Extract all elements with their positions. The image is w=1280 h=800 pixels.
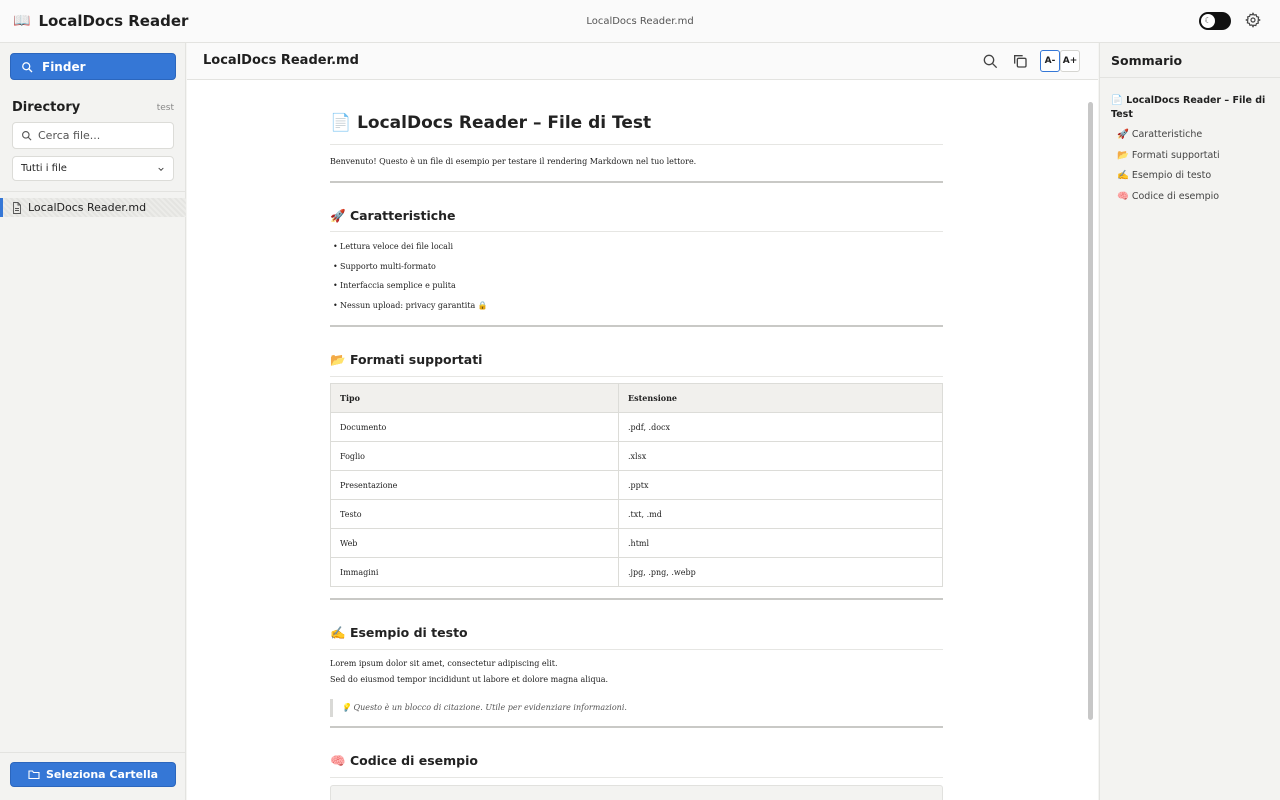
table-header-row <box>331 384 943 413</box>
doc-heading-1 <box>330 113 943 133</box>
heading-formats-text: Formati supportati <box>349 352 483 367</box>
table-header: Tipo <box>331 384 619 413</box>
list-item: • Nessun upload: privacy garantita 🔒 <box>340 301 488 310</box>
heading-code-example-text: Codice di esempio <box>349 753 478 768</box>
toc-item[interactable]: ✍️ Esempio di testo <box>1117 170 1212 181</box>
select-folder-label: Seleziona Cartella <box>45 768 159 781</box>
formats-table <box>330 383 943 587</box>
font-increase-button[interactable]: A+ <box>1060 50 1080 72</box>
heading-formats <box>330 352 482 368</box>
toc-title: Sommario <box>1111 53 1183 68</box>
sidebar-divider <box>0 752 186 753</box>
table-cell: Foglio <box>331 442 619 471</box>
heading-underline <box>330 231 943 232</box>
chevron-down-icon <box>157 165 165 173</box>
heading-text-example <box>330 625 468 641</box>
table-cell: .html <box>619 529 943 558</box>
rocket-icon: 🚀 <box>330 208 346 223</box>
heading-underline <box>330 777 943 778</box>
toc-divider <box>1100 77 1280 78</box>
intro-paragraph: Benvenuto! Questo è un file di esempio per testare il rendering Markdown nel tuo lettore. <box>330 157 697 166</box>
scrollbar-thumb[interactable] <box>1088 102 1093 720</box>
table-cell: .pdf, .docx <box>619 413 943 442</box>
table-cell: Presentazione <box>331 471 619 500</box>
file-list-item[interactable] <box>0 198 186 217</box>
toc-item[interactable]: 🚀 Caratteristiche <box>1117 129 1203 140</box>
finder-button[interactable] <box>10 53 176 80</box>
document-view <box>187 80 1098 800</box>
heading-underline <box>330 144 943 145</box>
finder-label: Finder <box>42 59 86 74</box>
app-title-label: LocalDocs Reader <box>38 12 189 30</box>
directory-header <box>12 100 174 115</box>
list-item: • Supporto multi-formato <box>340 262 436 271</box>
table-cell: .pptx <box>619 471 943 500</box>
blockquote: 💡 Questo è un blocco di citazione. Utile per evidenziare informazioni. <box>330 699 943 717</box>
file-icon <box>12 202 22 214</box>
heading-text-example-text: Esempio di testo <box>349 625 468 640</box>
horizontal-rule <box>330 181 943 183</box>
list-item: • Interfaccia semplice e pulita <box>340 281 456 290</box>
code-block <box>330 785 943 800</box>
search-icon[interactable] <box>982 53 998 69</box>
table-row <box>331 558 943 587</box>
brain-icon: 🧠 <box>330 753 346 768</box>
search-icon <box>21 130 32 141</box>
table-cell: Testo <box>331 500 619 529</box>
table-cell: Immagini <box>331 558 619 587</box>
file-search-input[interactable] <box>12 122 174 149</box>
heading-features <box>330 208 456 224</box>
folder-icon <box>28 769 40 780</box>
file-name: LocalDocs Reader.md <box>28 201 147 214</box>
lorem-paragraph: Lorem ipsum dolor sit amet, consectetur adipiscing elit. <box>330 659 558 668</box>
search-icon <box>21 61 33 73</box>
open-book-icon: 📖 <box>13 13 31 29</box>
table-row <box>331 442 943 471</box>
table-row <box>331 500 943 529</box>
table-of-contents <box>1099 43 1280 800</box>
folder-icon: 📂 <box>330 352 346 367</box>
table-cell: Documento <box>331 413 619 442</box>
heading-underline <box>330 649 943 650</box>
sidebar-divider <box>0 191 186 192</box>
writing-hand-icon: ✍️ <box>330 625 346 640</box>
table-row <box>331 529 943 558</box>
table-cell: .xlsx <box>619 442 943 471</box>
select-folder-button[interactable] <box>10 762 176 787</box>
toc-item-main[interactable]: 📄 LocalDocs Reader – File di Test <box>1111 95 1266 120</box>
window-title: LocalDocs Reader.md <box>586 16 694 27</box>
heading-underline <box>330 376 943 377</box>
horizontal-rule <box>330 325 943 327</box>
heading-features-text: Caratteristiche <box>349 208 456 223</box>
table-cell: .txt, .md <box>619 500 943 529</box>
list-item: • Lettura veloce dei file locali <box>340 242 453 251</box>
gear-icon[interactable] <box>1245 12 1261 28</box>
table-cell: .jpg, .png, .webp <box>619 558 943 587</box>
table-header: Estensione <box>619 384 943 413</box>
font-decrease-button[interactable]: A- <box>1040 50 1060 72</box>
sidebar <box>0 43 186 800</box>
doc-heading-1-text: LocalDocs Reader – File di Test <box>357 113 652 133</box>
table-cell: Web <box>331 529 619 558</box>
table-row <box>331 471 943 500</box>
file-filter-value: Tutti i file <box>21 163 67 174</box>
document-title: LocalDocs Reader.md <box>203 53 359 68</box>
toc-item[interactable]: 📂 Formati supportati <box>1117 150 1220 161</box>
top-bar <box>0 0 1280 43</box>
search-placeholder: Cerca file... <box>38 129 101 142</box>
toc-item[interactable]: 🧠 Codice di esempio <box>1117 191 1220 202</box>
horizontal-rule <box>330 726 943 728</box>
theme-toggle[interactable] <box>1199 12 1231 30</box>
moon-icon: ☾ <box>1201 14 1215 28</box>
table-row <box>331 413 943 442</box>
page-icon: 📄 <box>330 113 352 133</box>
directory-name: test <box>156 102 174 113</box>
horizontal-rule <box>330 598 943 600</box>
file-filter-select[interactable] <box>12 156 174 181</box>
copy-icon[interactable] <box>1012 53 1028 69</box>
lorem-paragraph: Sed do eiusmod tempor incididunt ut labore et dolore magna aliqua. <box>330 675 609 684</box>
heading-code-example <box>330 753 478 769</box>
document-toolbar <box>187 43 1098 80</box>
directory-label: Directory <box>12 100 81 115</box>
